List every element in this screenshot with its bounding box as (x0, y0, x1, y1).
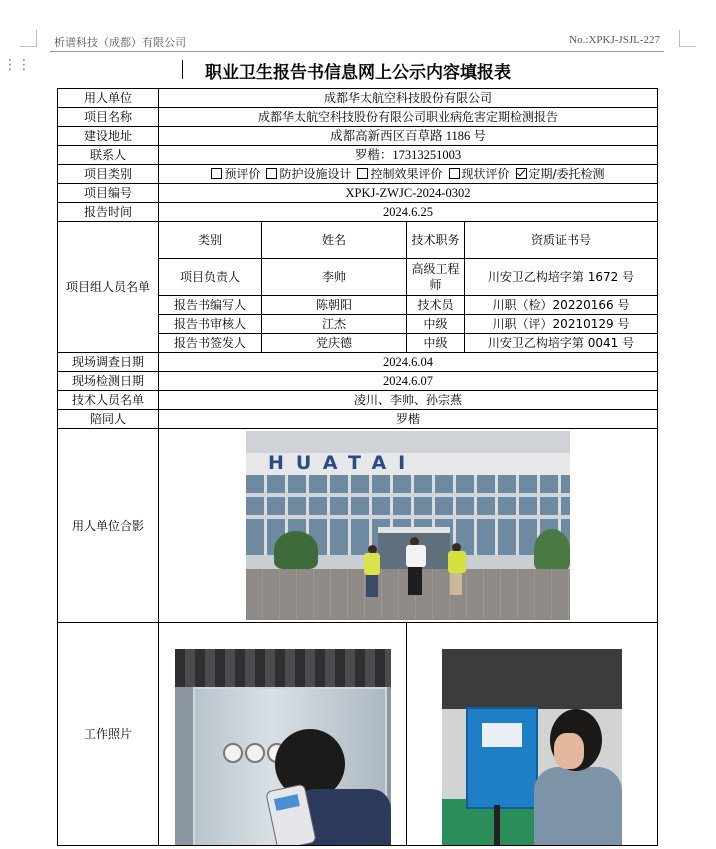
team-row-title[interactable]: 中级 (407, 334, 465, 353)
employer-label: 用人单位 (58, 89, 159, 108)
checkbox-icon[interactable] (211, 168, 222, 179)
technicians-value[interactable]: 凌川、李帅、孙宗燕 (159, 391, 658, 410)
photo-tree (534, 529, 570, 571)
header-company: 析谱科技（成都）有限公司 (54, 36, 186, 49)
sampler-box-icon (466, 707, 538, 809)
site-survey-label: 现场调查日期 (58, 353, 159, 372)
category-option-label: 防护设施设计 (279, 167, 352, 181)
page-corner-mark (679, 30, 696, 47)
photo-window-band (246, 493, 570, 497)
category-option-protection-design[interactable] (266, 167, 351, 181)
team-row-name[interactable]: 党庆德 (262, 334, 407, 353)
team-row-role: 报告书编写人 (159, 296, 262, 315)
disclosure-form-table (57, 88, 658, 846)
employer-value[interactable]: 成都华太航空科技股份有限公司 (159, 89, 658, 108)
photo-window-band (246, 515, 570, 519)
photo-ceiling (175, 649, 391, 687)
team-label: 项目组人员名单 (58, 222, 159, 353)
category-option-label: 定期/委托检测 (528, 167, 605, 181)
team-row-cert[interactable]: 川职（评）20210129 号 (465, 315, 658, 334)
category-option-pre-evaluation[interactable] (211, 167, 260, 181)
header-doc-number: No.:XPKJ-JSJL-227 (569, 34, 660, 46)
work-photo-label: 工作照片 (58, 623, 159, 846)
photo-person-body (534, 767, 622, 845)
team-row-title[interactable]: 中级 (407, 315, 465, 334)
team-row-title[interactable]: 技术员 (407, 296, 465, 315)
team-row-role: 项目负责人 (159, 259, 262, 296)
site-test-label: 现场检测日期 (58, 372, 159, 391)
photo-shelf (442, 649, 622, 709)
team-row-name[interactable]: 江杰 (262, 315, 407, 334)
category-option-control-evaluation[interactable] (357, 167, 442, 181)
team-row-cert[interactable]: 川安卫乙构培字第 0041 号 (465, 334, 658, 353)
escort-value[interactable]: 罗楷 (159, 410, 658, 429)
contact-label: 联系人 (58, 146, 159, 165)
team-row-role: 报告书签发人 (159, 334, 262, 353)
page-title: 职业卫生报告书信息网上公示内容填报表 (205, 63, 511, 83)
team-header-role: 类别 (159, 222, 262, 259)
category-label: 项目类别 (58, 165, 159, 184)
project-name-value[interactable]: 成都华太航空科技股份有限公司职业病危害定期检测报告 (159, 108, 658, 127)
technicians-label: 技术人员名单 (58, 391, 159, 410)
work-photo-sampling[interactable] (442, 649, 622, 845)
project-name-label: 项目名称 (58, 108, 159, 127)
team-header-name: 姓名 (262, 222, 407, 259)
category-option-label: 现状评价 (461, 167, 510, 181)
header-divider (50, 51, 664, 52)
report-date-label: 报告时间 (58, 203, 159, 222)
team-row-name[interactable]: 李帅 (262, 259, 407, 296)
category-option-status-evaluation[interactable] (449, 167, 510, 181)
gauge-icon (223, 743, 243, 763)
photo-person-face (554, 733, 584, 769)
photo-tripod (494, 805, 500, 845)
text-cursor (182, 60, 183, 79)
category-option-periodic-testing[interactable] (516, 167, 605, 181)
site-survey-value[interactable]: 2024.6.04 (159, 353, 658, 372)
checkbox-icon[interactable] (357, 168, 368, 179)
project-no-value[interactable]: XPKJ-ZWJC-2024-0302 (159, 184, 658, 203)
team-row-cert[interactable]: 川职（检）20220166 号 (465, 296, 658, 315)
address-label: 建设地址 (58, 127, 159, 146)
team-header-title: 技术职务 (407, 222, 465, 259)
site-test-value[interactable]: 2024.6.07 (159, 372, 658, 391)
report-date-value[interactable]: 2024.6.25 (159, 203, 658, 222)
drag-handle-icon[interactable]: ⋮⋮ (3, 57, 31, 73)
team-row-cert[interactable]: 川安卫乙构培字第 1672 号 (465, 259, 658, 296)
checkbox-checked-icon[interactable] (516, 168, 527, 179)
category-option-label: 预评价 (224, 167, 261, 181)
address-value[interactable]: 成都高新西区百草路 1186 号 (159, 127, 658, 146)
work-photo-cell-2 (407, 623, 658, 846)
work-photo-cell-1 (159, 623, 407, 846)
team-row-title[interactable]: 高级工程师 (407, 259, 465, 296)
gauge-icon (245, 743, 265, 763)
team-row-name[interactable]: 陈朝阳 (262, 296, 407, 315)
page-corner-mark (20, 30, 37, 47)
building-sign-text: HUATAI (268, 452, 418, 474)
escort-label: 陪同人 (58, 410, 159, 429)
photo-tree (274, 531, 318, 569)
group-photo-cell (159, 429, 658, 623)
checkbox-icon[interactable] (449, 168, 460, 179)
group-photo-label: 用人单位合影 (58, 429, 159, 623)
checkbox-icon[interactable] (266, 168, 277, 179)
category-option-label: 控制效果评价 (370, 167, 443, 181)
work-photo-noise-measurement[interactable] (175, 649, 391, 845)
team-header-cert: 资质证书号 (465, 222, 658, 259)
contact-value[interactable]: 罗楷：17313251003 (159, 146, 658, 165)
category-options (159, 165, 658, 184)
group-photo[interactable] (246, 431, 570, 620)
team-row-role: 报告书审核人 (159, 315, 262, 334)
project-no-label: 项目编号 (58, 184, 159, 203)
